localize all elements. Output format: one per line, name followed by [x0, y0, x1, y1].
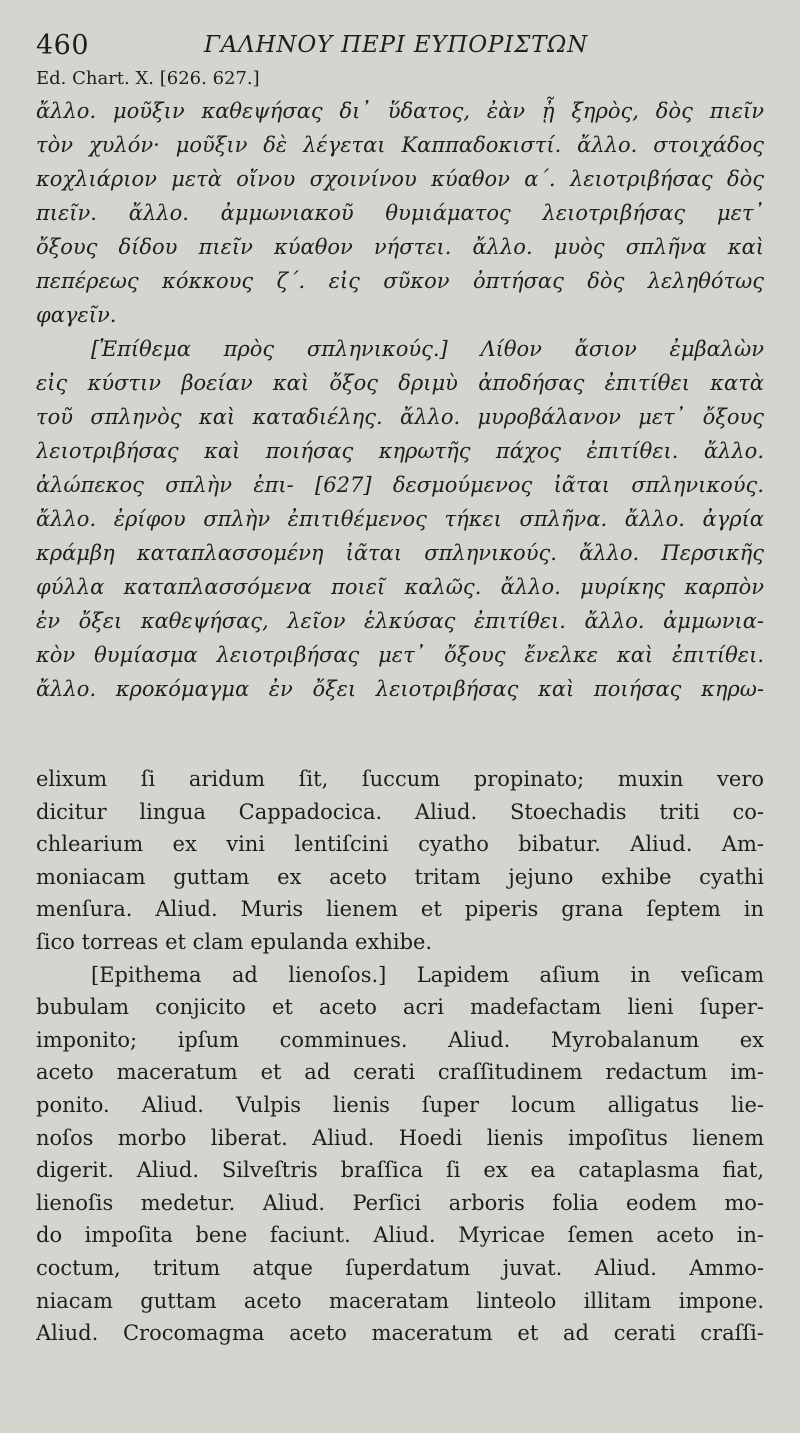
greek-line: κοχλιάριον μετὰ οἴνου σχοινίνου κύαθον α΄. λειοτριβήσας δὸς: [36, 167, 764, 191]
latin-line: bubulam conjicito et aceto acri madefactam lieni ſuper-: [36, 995, 764, 1020]
greek-line: φύλλα καταπλασσόμενα ποιεῖ καλῶς. ἄλλο. μυρίκης καρπὸν: [36, 575, 764, 599]
latin-line: elixum ſi aridum ſit, ſuccum propinato; muxin vero: [36, 767, 764, 791]
greek-line: λειοτριβήσας καὶ ποιήσας κηρωτῆς πάχος ἐπιτίθει. ἄλλο.: [36, 439, 764, 463]
latin-line: do impoſita bene faciunt. Aliud. Myricae ſemen aceto in-: [36, 1223, 764, 1248]
latin-line: niacam guttam aceto maceratam linteolo illitam impone.: [36, 1288, 764, 1313]
greek-line: ἄλλο. κροκόμαγμα ἐν ὄξει λειοτριβήσας καὶ ποιήσας κηρω-: [36, 677, 764, 701]
greek-line: φαγεῖν.: [36, 303, 117, 327]
greek-line: εἰς κύστιν βοείαν καὶ ὄξος δριμὺ ἀποδήσας ἐπιτίθει κατὰ: [36, 371, 764, 395]
latin-line: chlearium ex vini lentiſcini cyatho bibatur. Aliud. Am-: [36, 832, 764, 857]
latin-line: noſos morbo liberat. Aliud. Hoedi lienis impoſitus lienem: [36, 1125, 764, 1150]
greek-text-block: [36, 94, 764, 706]
page-number: 460: [36, 30, 90, 61]
greek-line: ἄλλο. ἐρίφου σπλὴν ἐπιτιθέμενος τήκει σπλῆνα. ἄλλο. ἀγρία: [36, 507, 764, 531]
latin-line: aceto maceratum et ad cerati craſſitudinem redactum im-: [36, 1060, 764, 1085]
latin-line: lienoſis medetur. Aliud. Perſici arboris folia eodem mo-: [36, 1190, 764, 1215]
page-header: [36, 28, 776, 68]
latin-line: imponito; ipſum comminues. Aliud. Myrobalanum ex: [36, 1027, 764, 1052]
greek-line: πιεῖν. ἄλλο. ἀμμωνιακοῦ θυμιάματος λειοτριβήσας μετ᾽: [36, 201, 764, 225]
greek-line: κὸν θυμίασμα λειοτριβήσας μετ᾽ ὄξους ἔνελκε καὶ ἐπιτίθει.: [36, 643, 764, 667]
latin-line: digerit. Aliud. Silveſtris braſſica ſi ex ea cataplasma fiat,: [36, 1158, 764, 1183]
greek-line: κράμβη καταπλασσομένη ἰᾶται σπληνικούς. ἄλλο. Περσικῆς: [36, 541, 764, 565]
greek-line: πεπέρεως κόκκους ζ΄. εἰς σῦκον ὀπτήσας δὸς λεληθότως: [36, 269, 764, 293]
latin-line: ſico torreas et clam epulanda exhibe.: [36, 929, 433, 954]
greek-line: ἀλώπεκος σπλὴν ἐπι- [627] δεσμούμενος ἰᾶται σπληνικούς.: [36, 473, 764, 497]
greek-line: τοῦ σπληνὸς καὶ καταδιέλης. ἄλλο. μυροβάλανον μετ᾽ ὄξους: [36, 405, 764, 429]
greek-line: τὸν χυλόν· μοῦξιν δὲ λέγεται Καππαδοκιστί. ἄλλο. στοιχάδος: [36, 133, 764, 157]
latin-line: coctum, tritum atque ſuperdatum juvat. Aliud. Ammo-: [36, 1255, 764, 1280]
running-title: ΓΑΛΗΝΟΥ ΠΕΡΙ ΕΥΠΟΡΙΣΤΩΝ: [204, 32, 589, 58]
latin-line: menſura. Aliud. Muris lienem et piperis grana ſeptem in: [36, 897, 764, 922]
latin-line: ponito. Aliud. Vulpis lienis ſuper locum alligatus lie-: [36, 1092, 764, 1117]
greek-line: [Ἐπίθεμα πρὸς σπληνικούς.] Λίθον ἄσιον ἐμβαλὼν: [91, 337, 764, 361]
latin-line: Aliud. Crocomagma aceto maceratum et ad cerati craſſi-: [36, 1321, 764, 1346]
latin-line: moniacam guttam ex aceto tritam jejuno exhibe cyathi: [36, 864, 764, 889]
latin-line: [Epithema ad lienoſos.] Lapidem aſium in veſicam: [91, 962, 764, 987]
latin-text-block: [36, 763, 764, 1350]
greek-line: ὄξους δίδου πιεῖν κύαθον νήστει. ἄλλο. μυὸς σπλῆνα καὶ: [36, 235, 764, 259]
latin-line: dicitur lingua Cappadocica. Aliud. Stoechadis triti co-: [36, 799, 764, 824]
edition-reference: Ed. Chart. X. [626. 627.]: [36, 68, 260, 89]
greek-line: ἄλλο. μοῦξιν καθεψήσας δι᾽ ὕδατος, ἐὰν ᾖ ξηρὸς, δὸς πιεῖν: [36, 99, 764, 123]
greek-line: ἐν ὄξει καθεψήσας, λεῖον ἑλκύσας ἐπιτίθει. ἄλλο. ἀμμωνια-: [36, 609, 764, 633]
